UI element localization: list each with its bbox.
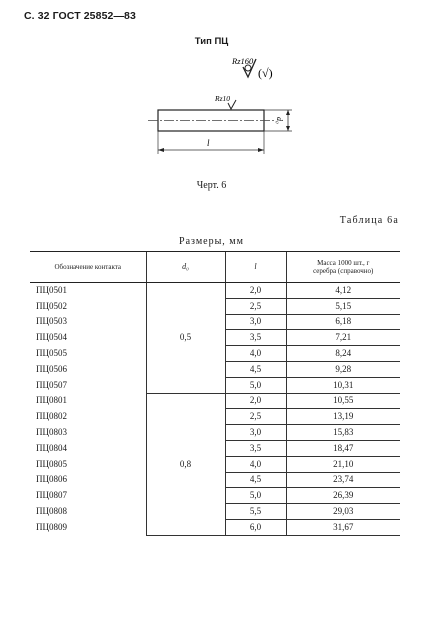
type-title: Тип ПЦ [194,36,229,47]
cell-designation: ПЦ0809 [36,521,67,532]
cell-d0: 0,5 [146,283,225,394]
cell-mass: 9,28 [286,361,400,377]
header-l: l [225,252,286,283]
contacts-table [30,251,400,536]
cell-mass: 31,67 [286,519,400,535]
cell-length: 4,0 [225,456,286,472]
cell-mass: 8,24 [286,346,400,362]
cell-mass: 15,83 [286,425,400,441]
pin-drawing [0,50,423,180]
cell-length: 5,0 [225,488,286,504]
table-label: Таблица 6а [339,215,399,226]
cell-mass: 6,18 [286,314,400,330]
header-mass-line1: Масса 1000 шт., г [317,258,370,267]
cell-designation: ПЦ0801 [36,395,67,406]
cell-length: 3,5 [225,330,286,346]
cell-designation: ПЦ0807 [36,490,67,501]
table-row [30,393,400,409]
cell-mass: 5,15 [286,298,400,314]
cell-designation: ПЦ0802 [36,411,67,422]
table-row [30,283,400,299]
cell-d0: 0,8 [146,393,225,535]
cell-designation: ПЦ0506 [36,363,67,374]
cell-length: 6,0 [225,519,286,535]
dim-length-label: l [207,138,210,148]
cell-length: 4,5 [225,361,286,377]
cell-mass: 4,12 [286,283,400,299]
cell-designation: ПЦ0805 [36,458,67,469]
dim-diameter-label: d₀ [275,117,284,124]
cell-designation: ПЦ0806 [36,474,67,485]
figure-caption: Черт. 6 [196,180,227,191]
cell-mass: 23,74 [286,472,400,488]
cell-mass: 10,31 [286,377,400,393]
cell-length: 2,0 [225,283,286,299]
cell-mass: 13,19 [286,409,400,425]
cell-length: 5,0 [225,377,286,393]
cell-mass: 26,39 [286,488,400,504]
cell-designation: ПЦ0502 [36,300,67,311]
cell-designation: ПЦ0507 [36,379,67,390]
cell-designation: ПЦ0803 [36,427,67,438]
table-header-row [30,252,400,283]
cell-designation: ПЦ0504 [36,332,67,343]
cell-length: 2,5 [225,409,286,425]
page-header: С. 32 ГОСТ 25852—83 [24,10,136,22]
cell-designation: ПЦ0503 [36,316,67,327]
header-mass [286,252,400,283]
header-mass-line2: серебра (справочно) [313,267,374,275]
cell-mass: 29,03 [286,504,400,520]
header-designation: Обозначение контакта [30,252,146,283]
roughness-surface-label: Rz10 [215,94,230,103]
sizes-label: Размеры, мм [179,236,244,247]
cell-mass: 10,55 [286,393,400,409]
cell-designation: ПЦ0808 [36,506,67,517]
cell-length: 4,5 [225,472,286,488]
table-body [30,283,400,536]
cell-mass: 7,21 [286,330,400,346]
cell-designation: ПЦ0505 [36,348,67,359]
cell-length: 3,0 [225,425,286,441]
cell-mass: 18,47 [286,440,400,456]
cell-length: 3,0 [225,314,286,330]
cell-designation: ПЦ0804 [36,442,67,453]
cell-length: 2,5 [225,298,286,314]
header-d0: d₀ [146,252,225,283]
cell-designation: ПЦ0501 [36,285,67,296]
cell-mass: 21,10 [286,456,400,472]
cell-length: 4,0 [225,346,286,362]
cell-length: 5,5 [225,504,286,520]
cell-length: 2,0 [225,393,286,409]
roughness-main-label: Rz160 [232,56,254,66]
roughness-main-symbol: (√) [258,66,273,80]
cell-length: 3,5 [225,440,286,456]
